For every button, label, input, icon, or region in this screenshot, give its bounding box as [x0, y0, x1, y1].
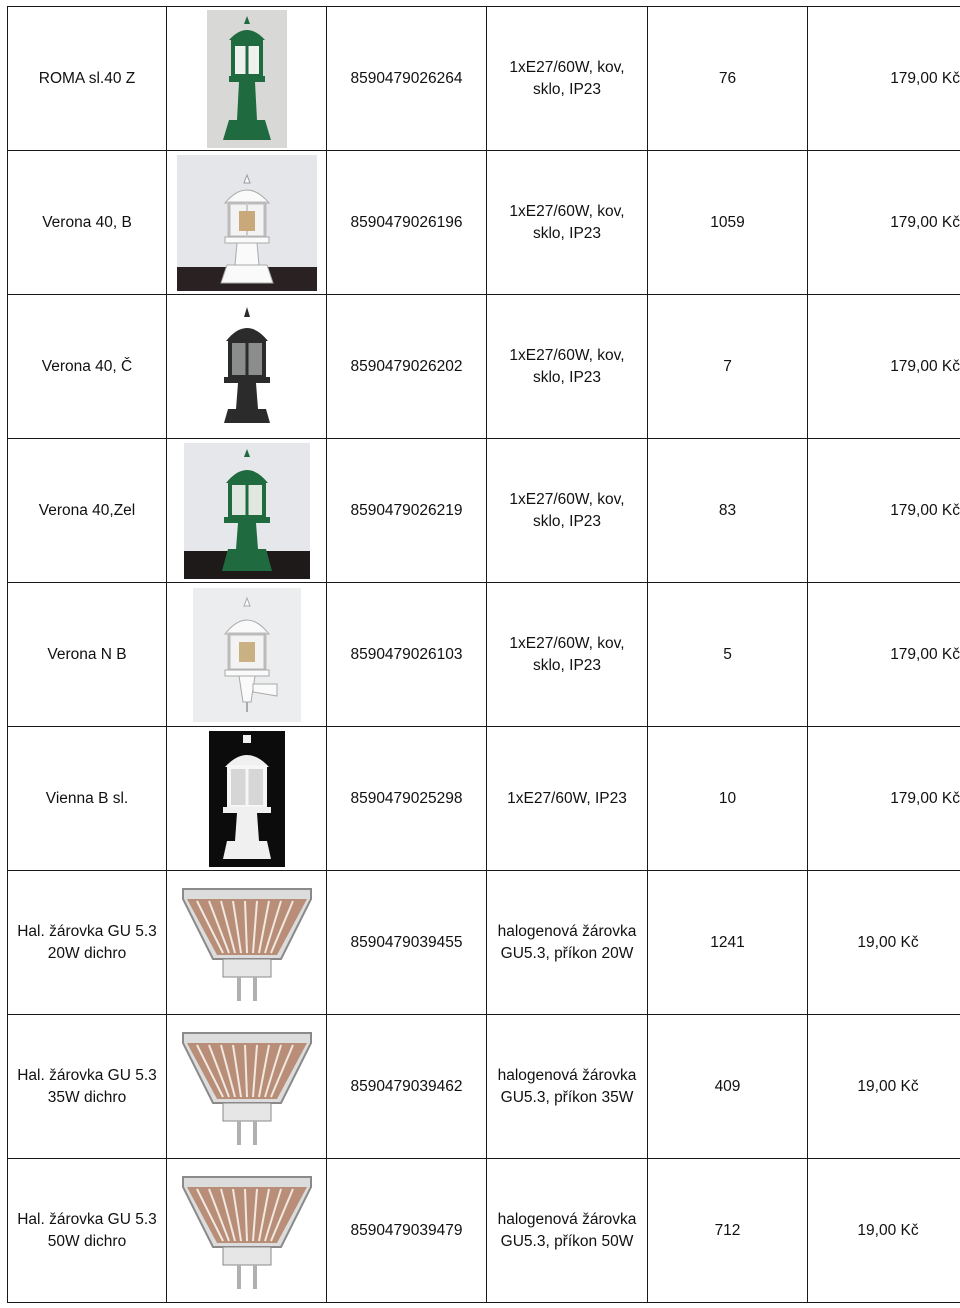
table-row: [8, 1159, 960, 1303]
black-lantern-post-image: [212, 305, 282, 429]
product-price: 19,00 Kč: [808, 1159, 960, 1303]
product-quantity: 712: [648, 1159, 808, 1303]
white-wall-lantern-image: [193, 588, 301, 722]
product-name: Vienna B sl.: [8, 727, 167, 871]
product-description: 1xE27/60W, kov, sklo, IP23: [487, 151, 648, 295]
product-quantity: 1059: [648, 151, 808, 295]
product-price: 19,00 Kč: [808, 871, 960, 1015]
product-quantity: 83: [648, 439, 808, 583]
product-image-cell: [167, 1015, 327, 1159]
product-image-cell: [167, 727, 327, 871]
green-lantern-post-image: [207, 10, 287, 148]
product-quantity: 5: [648, 583, 808, 727]
product-code: 8590479025298: [327, 727, 487, 871]
product-price: 179,00 Kč: [808, 7, 960, 151]
table-row: [8, 7, 960, 151]
table-row: [8, 1015, 960, 1159]
product-price: 19,00 Kč: [808, 1015, 960, 1159]
product-name: Verona 40, B: [8, 151, 167, 295]
product-price: 179,00 Kč: [808, 151, 960, 295]
product-price: 179,00 Kč: [808, 727, 960, 871]
product-quantity: 7: [648, 295, 808, 439]
product-name: Verona 40,Zel: [8, 439, 167, 583]
product-table: [7, 6, 960, 1303]
product-image-cell: [167, 295, 327, 439]
product-code: 8590479026103: [327, 583, 487, 727]
table-row: [8, 871, 960, 1015]
product-name: Hal. žárovka GU 5.3 50W dichro: [8, 1159, 167, 1303]
product-code: 8590479026202: [327, 295, 487, 439]
table-row: [8, 151, 960, 295]
product-name: Verona N B: [8, 583, 167, 727]
product-code: 8590479039455: [327, 871, 487, 1015]
product-image-cell: [167, 7, 327, 151]
product-description: 1xE27/60W, kov, sklo, IP23: [487, 583, 648, 727]
product-description: 1xE27/60W, kov, sklo, IP23: [487, 439, 648, 583]
product-description: halogenová žárovka GU5.3, příkon 35W: [487, 1015, 648, 1159]
product-price: 179,00 Kč: [808, 583, 960, 727]
product-description: halogenová žárovka GU5.3, příkon 20W: [487, 871, 648, 1015]
halogen-bulb-image: [177, 881, 317, 1005]
product-code: 8590479039479: [327, 1159, 487, 1303]
product-price: 179,00 Kč: [808, 295, 960, 439]
white-lantern-black-bg-image: [209, 731, 285, 867]
table-row: [8, 439, 960, 583]
product-code: 8590479026196: [327, 151, 487, 295]
product-description: halogenová žárovka GU5.3, příkon 50W: [487, 1159, 648, 1303]
product-description: 1xE27/60W, IP23: [487, 727, 648, 871]
product-price: 179,00 Kč: [808, 439, 960, 583]
product-quantity: 10: [648, 727, 808, 871]
product-description: 1xE27/60W, kov, sklo, IP23: [487, 7, 648, 151]
product-name: Verona 40, Č: [8, 295, 167, 439]
product-image-cell: [167, 583, 327, 727]
halogen-bulb-image: [177, 1025, 317, 1149]
product-name: Hal. žárovka GU 5.3 20W dichro: [8, 871, 167, 1015]
product-image-cell: [167, 1159, 327, 1303]
table-row: [8, 583, 960, 727]
halogen-bulb-image: [177, 1169, 317, 1293]
product-description: 1xE27/60W, kov, sklo, IP23: [487, 295, 648, 439]
product-name: Hal. žárovka GU 5.3 35W dichro: [8, 1015, 167, 1159]
product-code: 8590479026219: [327, 439, 487, 583]
product-name: ROMA sl.40 Z: [8, 7, 167, 151]
table-row: [8, 727, 960, 871]
white-lantern-post-image: [177, 155, 317, 291]
product-quantity: 409: [648, 1015, 808, 1159]
product-code: 8590479026264: [327, 7, 487, 151]
table-row: [8, 295, 960, 439]
product-quantity: 76: [648, 7, 808, 151]
green-lantern-post-image: [184, 443, 310, 579]
product-quantity: 1241: [648, 871, 808, 1015]
product-image-cell: [167, 871, 327, 1015]
product-code: 8590479039462: [327, 1015, 487, 1159]
product-image-cell: [167, 439, 327, 583]
product-image-cell: [167, 151, 327, 295]
